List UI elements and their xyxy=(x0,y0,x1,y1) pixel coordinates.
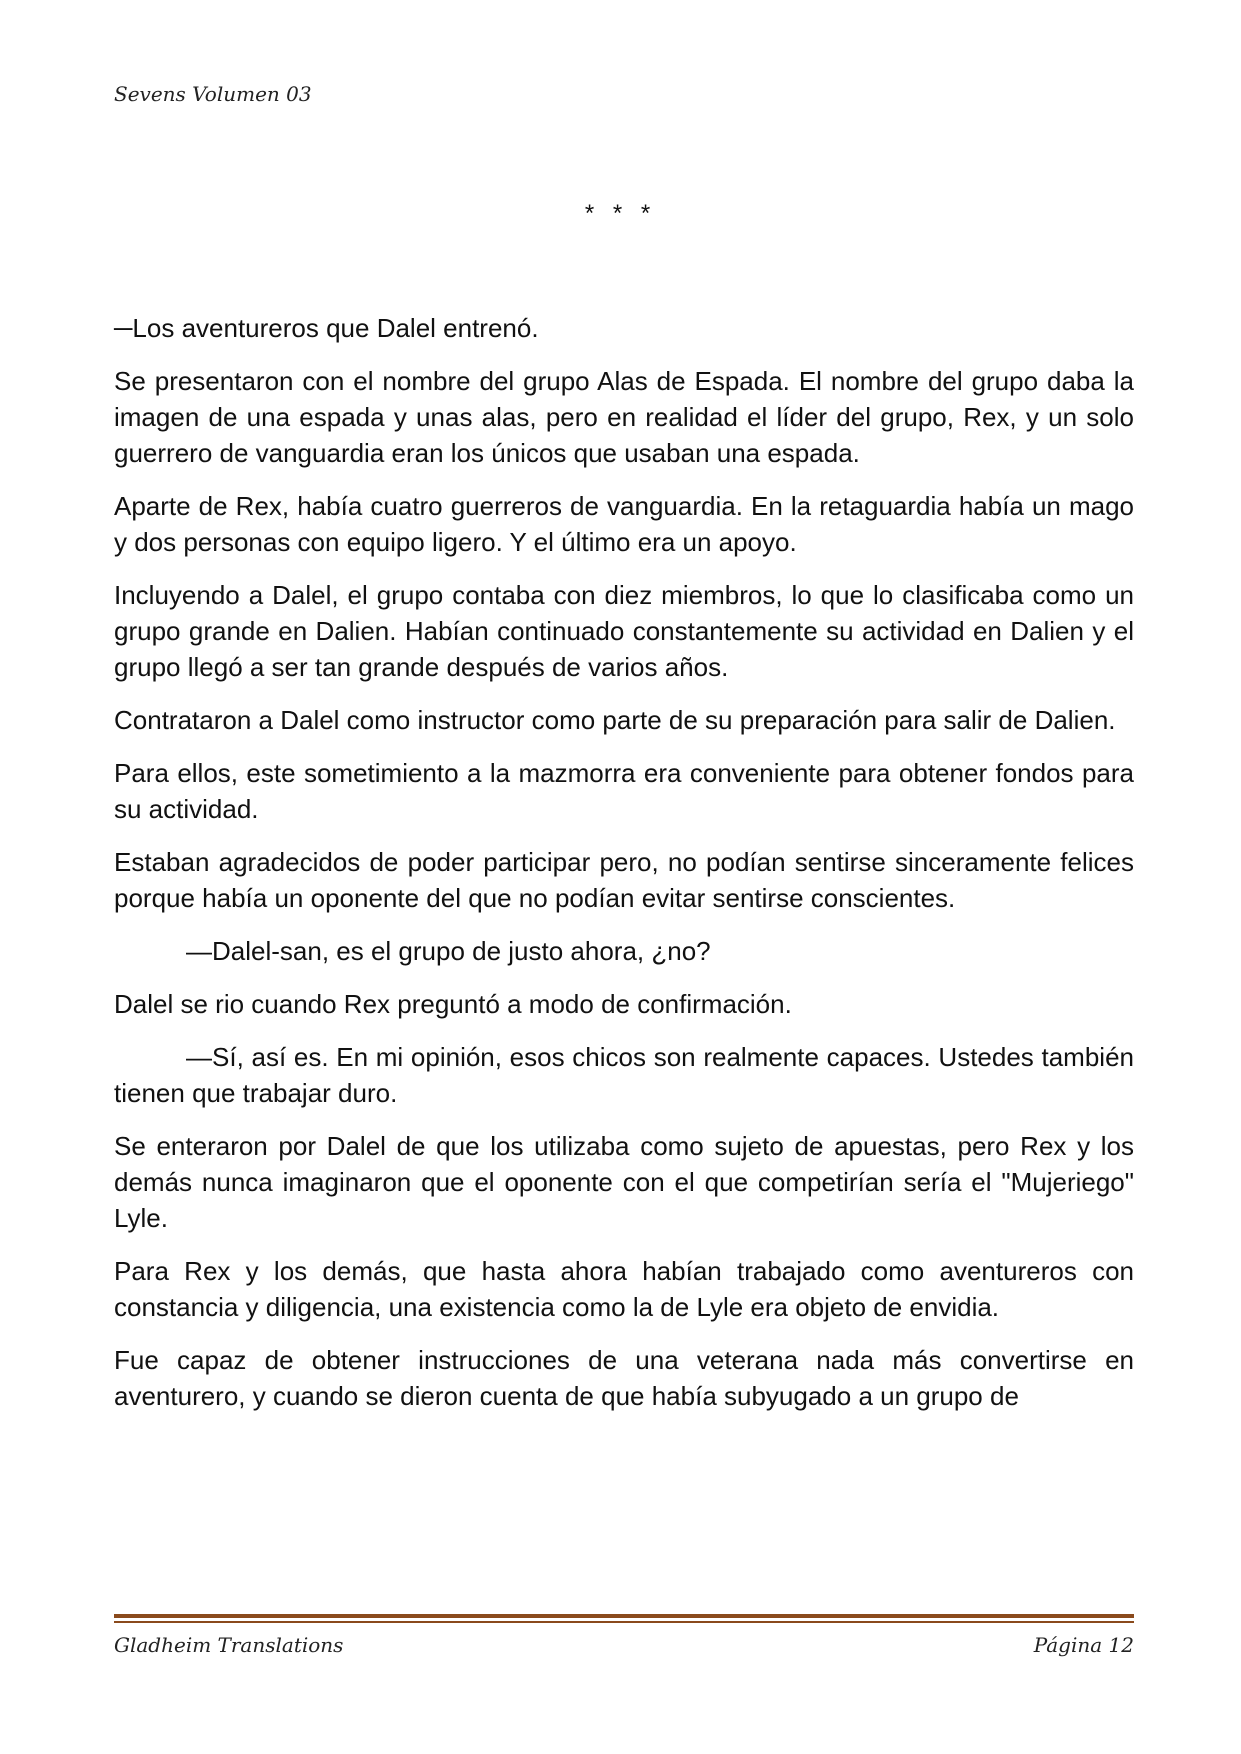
footer-page-number: Página 12 xyxy=(1033,1633,1134,1657)
paragraph: Dalel se rio cuando Rex preguntó a modo de confirmación. xyxy=(114,989,792,1019)
paragraph: ─Los aventureros que Dalel entrenó. xyxy=(114,313,539,343)
paragraph: Se enteraron por Dalel de que los utilizaba como sujeto de apuestas, pero Rex y los demás nunca imaginaron que el oponente con el que competirían sería el "Mujeriego" Lyle. xyxy=(114,1131,1134,1233)
paragraph: Para ellos, este sometimiento a la mazmorra era conveniente para obtener fondos para su actividad. xyxy=(114,758,1134,824)
paragraph: Estaban agradecidos de poder participar pero, no podían sentirse sinceramente felices porque había un oponente del que no podían evitar sentirse conscientes. xyxy=(114,847,1134,913)
footer-publisher: Gladheim Translations xyxy=(114,1633,344,1657)
footer-rule-thin xyxy=(114,1621,1134,1623)
body-text xyxy=(114,310,1134,1431)
scene-separator: * * * xyxy=(584,200,657,227)
paragraph: Para Rex y los demás, que hasta ahora habían trabajado como aventureros con constancia y diligencia, una existencia como la de Lyle era objeto de envidia. xyxy=(114,1256,1134,1322)
dialog-paragraph: —Sí, así es. En mi opinión, esos chicos son realmente capaces. Ustedes también tienen que trabajar duro. xyxy=(114,1042,1134,1108)
paragraph: Se presentaron con el nombre del grupo Alas de Espada. El nombre del grupo daba la imagen de una espada y unas alas, pero en realidad el líder del grupo, Rex, y un solo guerrero de vanguardia eran los únicos que usaban una espada. xyxy=(114,366,1134,468)
paragraph: Incluyendo a Dalel, el grupo contaba con diez miembros, lo que lo clasificaba como un grupo grande en Dalien. Habían continuado constantemente su actividad en Dalien y el grupo llegó a ser tan grande después de varios años. xyxy=(114,580,1134,682)
footer-rule-thick xyxy=(114,1614,1134,1618)
paragraph: Contrataron a Dalel como instructor como parte de su preparación para salir de Dalien. xyxy=(114,705,1116,735)
paragraph: Fue capaz de obtener instrucciones de una veterana nada más convertirse en aventurero, y cuando se dieron cuenta de que había subyugado a un grupo de xyxy=(114,1345,1134,1411)
running-header: Sevens Volumen 03 xyxy=(114,82,312,106)
paragraph: Aparte de Rex, había cuatro guerreros de vanguardia. En la retaguardia había un mago y dos personas con equipo ligero. Y el último era un apoyo. xyxy=(114,491,1134,557)
dialog-paragraph: —Dalel-san, es el grupo de justo ahora, ¿no? xyxy=(186,936,711,966)
